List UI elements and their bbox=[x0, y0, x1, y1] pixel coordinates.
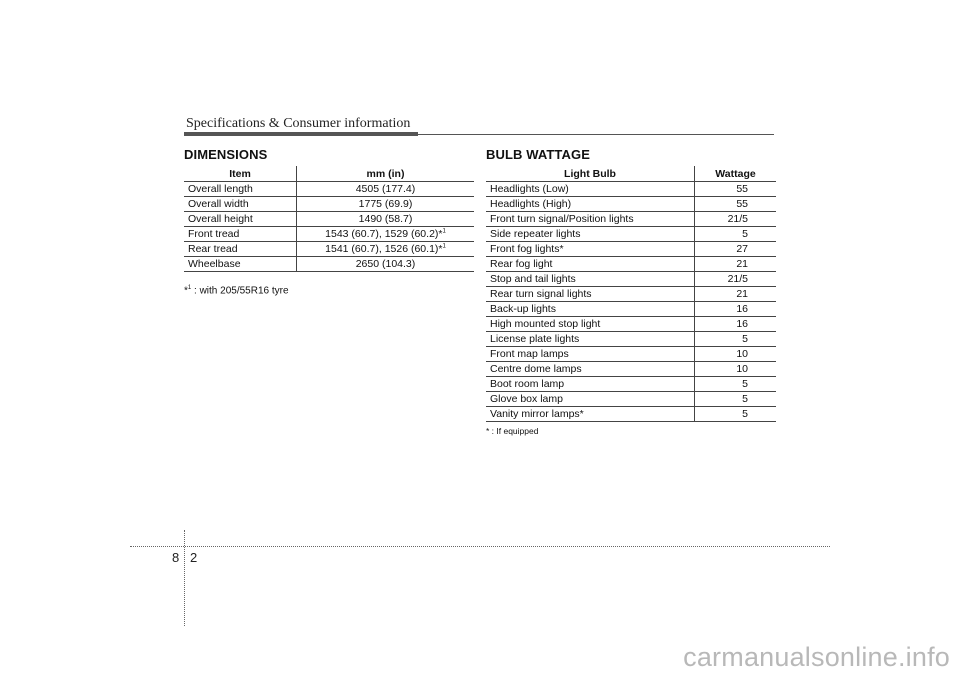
row-value bbox=[297, 212, 475, 227]
row-label: High mounted stop light bbox=[486, 317, 695, 332]
row-value bbox=[297, 197, 475, 212]
row-value-text: 5 bbox=[742, 393, 748, 405]
row-value bbox=[695, 287, 777, 302]
row-label: Rear fog light bbox=[486, 257, 695, 272]
row-value bbox=[695, 257, 777, 272]
dimensions-footnote bbox=[184, 285, 289, 296]
table-row bbox=[486, 227, 776, 242]
footer-vertical-rule bbox=[184, 530, 185, 626]
footnote-ref: 1 bbox=[442, 243, 446, 250]
row-label: Stop and tail lights bbox=[486, 272, 695, 287]
row-label: Headlights (High) bbox=[486, 197, 695, 212]
row-label: Rear tread bbox=[184, 242, 297, 257]
column-header-wattage: Wattage bbox=[695, 166, 777, 182]
row-label: Side repeater lights bbox=[486, 227, 695, 242]
dimensions-heading: DIMENSIONS bbox=[184, 147, 268, 162]
table-row bbox=[486, 287, 776, 302]
table-row bbox=[184, 257, 474, 272]
row-value bbox=[695, 272, 777, 287]
row-label: License plate lights bbox=[486, 332, 695, 347]
page-header-title: Specifications & Consumer information bbox=[186, 116, 411, 131]
row-label: Rear turn signal lights bbox=[486, 287, 695, 302]
table-row bbox=[184, 197, 474, 212]
column-header-light-bulb: Light Bulb bbox=[486, 166, 695, 182]
row-value-text: 5 bbox=[742, 408, 748, 420]
table-row bbox=[184, 227, 474, 242]
table-row bbox=[184, 242, 474, 257]
row-value-text: 2650 (104.3) bbox=[355, 258, 416, 270]
table-row bbox=[486, 407, 776, 422]
row-label: Front map lamps bbox=[486, 347, 695, 362]
row-value bbox=[695, 332, 777, 347]
row-value-text: 1543 (60.7), 1529 (60.2)* bbox=[325, 228, 443, 240]
watermark-text: carmanualsonline.info bbox=[683, 642, 950, 672]
row-value-text: 16 bbox=[736, 318, 748, 330]
row-value bbox=[695, 212, 777, 227]
table-row bbox=[486, 377, 776, 392]
header-rule bbox=[418, 134, 774, 135]
row-value bbox=[297, 257, 475, 272]
row-label: Overall length bbox=[184, 182, 297, 197]
row-value bbox=[695, 362, 777, 377]
row-value-text: 10 bbox=[736, 348, 748, 360]
row-value bbox=[297, 242, 475, 257]
row-value-text: 55 bbox=[736, 198, 748, 210]
row-value-text: 1490 (58.7) bbox=[358, 213, 413, 225]
header-bar bbox=[184, 132, 418, 136]
row-value bbox=[695, 317, 777, 332]
row-value bbox=[695, 302, 777, 317]
table-row bbox=[486, 317, 776, 332]
row-label: Back-up lights bbox=[486, 302, 695, 317]
row-label: Front turn signal/Position lights bbox=[486, 212, 695, 227]
table-row bbox=[486, 332, 776, 347]
row-value-text: 4505 (177.4) bbox=[355, 183, 416, 195]
row-label: Glove box lamp bbox=[486, 392, 695, 407]
page-number: 2 bbox=[190, 550, 198, 565]
row-value bbox=[695, 182, 777, 197]
row-value bbox=[695, 347, 777, 362]
row-value-text: 21/5 bbox=[727, 213, 748, 225]
table-row bbox=[486, 182, 776, 197]
footer-rule bbox=[130, 546, 830, 547]
row-value-text: 5 bbox=[742, 228, 748, 240]
table-row bbox=[486, 362, 776, 377]
row-label: Wheelbase bbox=[184, 257, 297, 272]
page-section-number: 8 bbox=[172, 550, 180, 565]
table-header-row bbox=[184, 166, 474, 182]
footnote-mark: * bbox=[184, 285, 188, 297]
row-label: Centre dome lamps bbox=[486, 362, 695, 377]
table-row bbox=[486, 302, 776, 317]
table-header-row bbox=[486, 166, 776, 182]
row-value-text: 21/5 bbox=[727, 273, 748, 285]
table-row bbox=[486, 197, 776, 212]
row-label: Overall width bbox=[184, 197, 297, 212]
row-value bbox=[695, 242, 777, 257]
bulb-wattage-table bbox=[486, 166, 776, 422]
column-header-mm: mm (in) bbox=[297, 166, 475, 182]
table-row bbox=[184, 182, 474, 197]
row-value bbox=[695, 197, 777, 212]
row-value bbox=[297, 227, 475, 242]
table-row bbox=[486, 272, 776, 287]
row-value bbox=[695, 392, 777, 407]
row-value-text: 10 bbox=[736, 363, 748, 375]
table-row bbox=[486, 212, 776, 227]
footnote-sup: 1 bbox=[187, 285, 192, 291]
row-label: Headlights (Low) bbox=[486, 182, 695, 197]
row-value-text: 55 bbox=[736, 183, 748, 195]
row-value bbox=[695, 407, 777, 422]
row-value-text: 16 bbox=[736, 303, 748, 315]
row-label: Front tread bbox=[184, 227, 297, 242]
table-row bbox=[184, 212, 474, 227]
row-value bbox=[695, 227, 777, 242]
row-value-text: 21 bbox=[736, 258, 748, 270]
row-value-text: 1775 (69.9) bbox=[358, 198, 413, 210]
dimensions-table bbox=[184, 166, 474, 272]
row-label: Boot room lamp bbox=[486, 377, 695, 392]
row-value-text: 21 bbox=[736, 288, 748, 300]
row-value-text: 27 bbox=[736, 243, 748, 255]
bulb-footnote: * : If equipped bbox=[486, 426, 539, 436]
table-row bbox=[486, 257, 776, 272]
row-value-text: 1541 (60.7), 1526 (60.1)* bbox=[325, 243, 443, 255]
row-label: Overall height bbox=[184, 212, 297, 227]
column-header-item: Item bbox=[184, 166, 297, 182]
row-value bbox=[695, 377, 777, 392]
bulb-wattage-heading: BULB WATTAGE bbox=[486, 147, 590, 162]
row-label: Vanity mirror lamps* bbox=[486, 407, 695, 422]
row-value-text: 5 bbox=[742, 378, 748, 390]
table-row bbox=[486, 242, 776, 257]
table-row bbox=[486, 392, 776, 407]
row-value bbox=[297, 182, 475, 197]
row-value-text: 5 bbox=[742, 333, 748, 345]
row-label: Front fog lights* bbox=[486, 242, 695, 257]
footnote-text: : with 205/55R16 tyre bbox=[191, 285, 289, 297]
table-row bbox=[486, 347, 776, 362]
footnote-ref: 1 bbox=[442, 228, 446, 235]
